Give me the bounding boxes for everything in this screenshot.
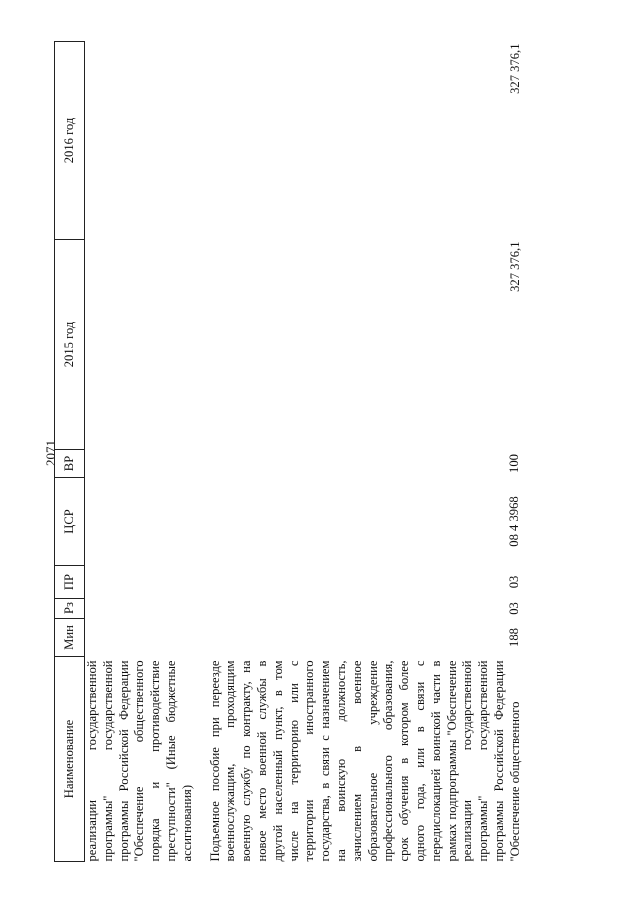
row-name: реализации государственной программы" государственной программы Российской Федерации "Обеспечение общественного порядка и противодействие преступности" (Иные бюджетные ассигнования) xyxy=(85,660,194,862)
row-min: 188 xyxy=(506,628,521,647)
header-name: Наименование xyxy=(55,657,85,862)
row-2016: 327 376,1 xyxy=(507,43,522,94)
row-csr: 08 4 3968 xyxy=(506,496,521,547)
row-rz xyxy=(85,599,208,619)
table-header-row xyxy=(55,42,85,862)
header-min: Мин xyxy=(55,619,85,657)
row-min xyxy=(85,619,208,657)
row-pr: 03 xyxy=(506,575,521,589)
rotated-page-content xyxy=(54,42,586,862)
table-row xyxy=(85,42,208,862)
row-csr xyxy=(85,478,208,566)
row-2016 xyxy=(85,42,208,240)
header-2015: 2015 год xyxy=(55,240,85,450)
row-rz: 03 xyxy=(506,602,521,615)
header-2016: 2016 год xyxy=(55,42,85,240)
row-name: Подъемное пособие при переезде военнослужащим, проходящим военную службу по контракту, на новое место военной службы в другой населенный пункт, в том числе на территорию или с территории иностранного государства, в связи с назначением на воинскую должность, зачислением в военное образовательное учреждение профессионального образования, срок обучения в котором более одного года, или в связи с передислокацией воинской части в рамках подпрограммы "Обеспечение реализации государственной программы" государственной программы Российской Федерации "Обеспечение общественного xyxy=(207,660,522,862)
row-vr: 100 xyxy=(506,454,521,473)
row-2015 xyxy=(85,240,208,450)
header-vr: ВР xyxy=(55,450,85,478)
table-row xyxy=(208,42,524,862)
budget-table xyxy=(54,41,524,862)
header-csr: ЦСР xyxy=(55,478,85,566)
page-number: 2071 xyxy=(43,440,58,466)
header-rz: Рз xyxy=(55,599,85,619)
header-pr: ПР xyxy=(55,566,85,599)
row-2015: 327 376,1 xyxy=(507,241,522,292)
row-pr xyxy=(85,566,208,599)
row-vr xyxy=(85,450,208,478)
